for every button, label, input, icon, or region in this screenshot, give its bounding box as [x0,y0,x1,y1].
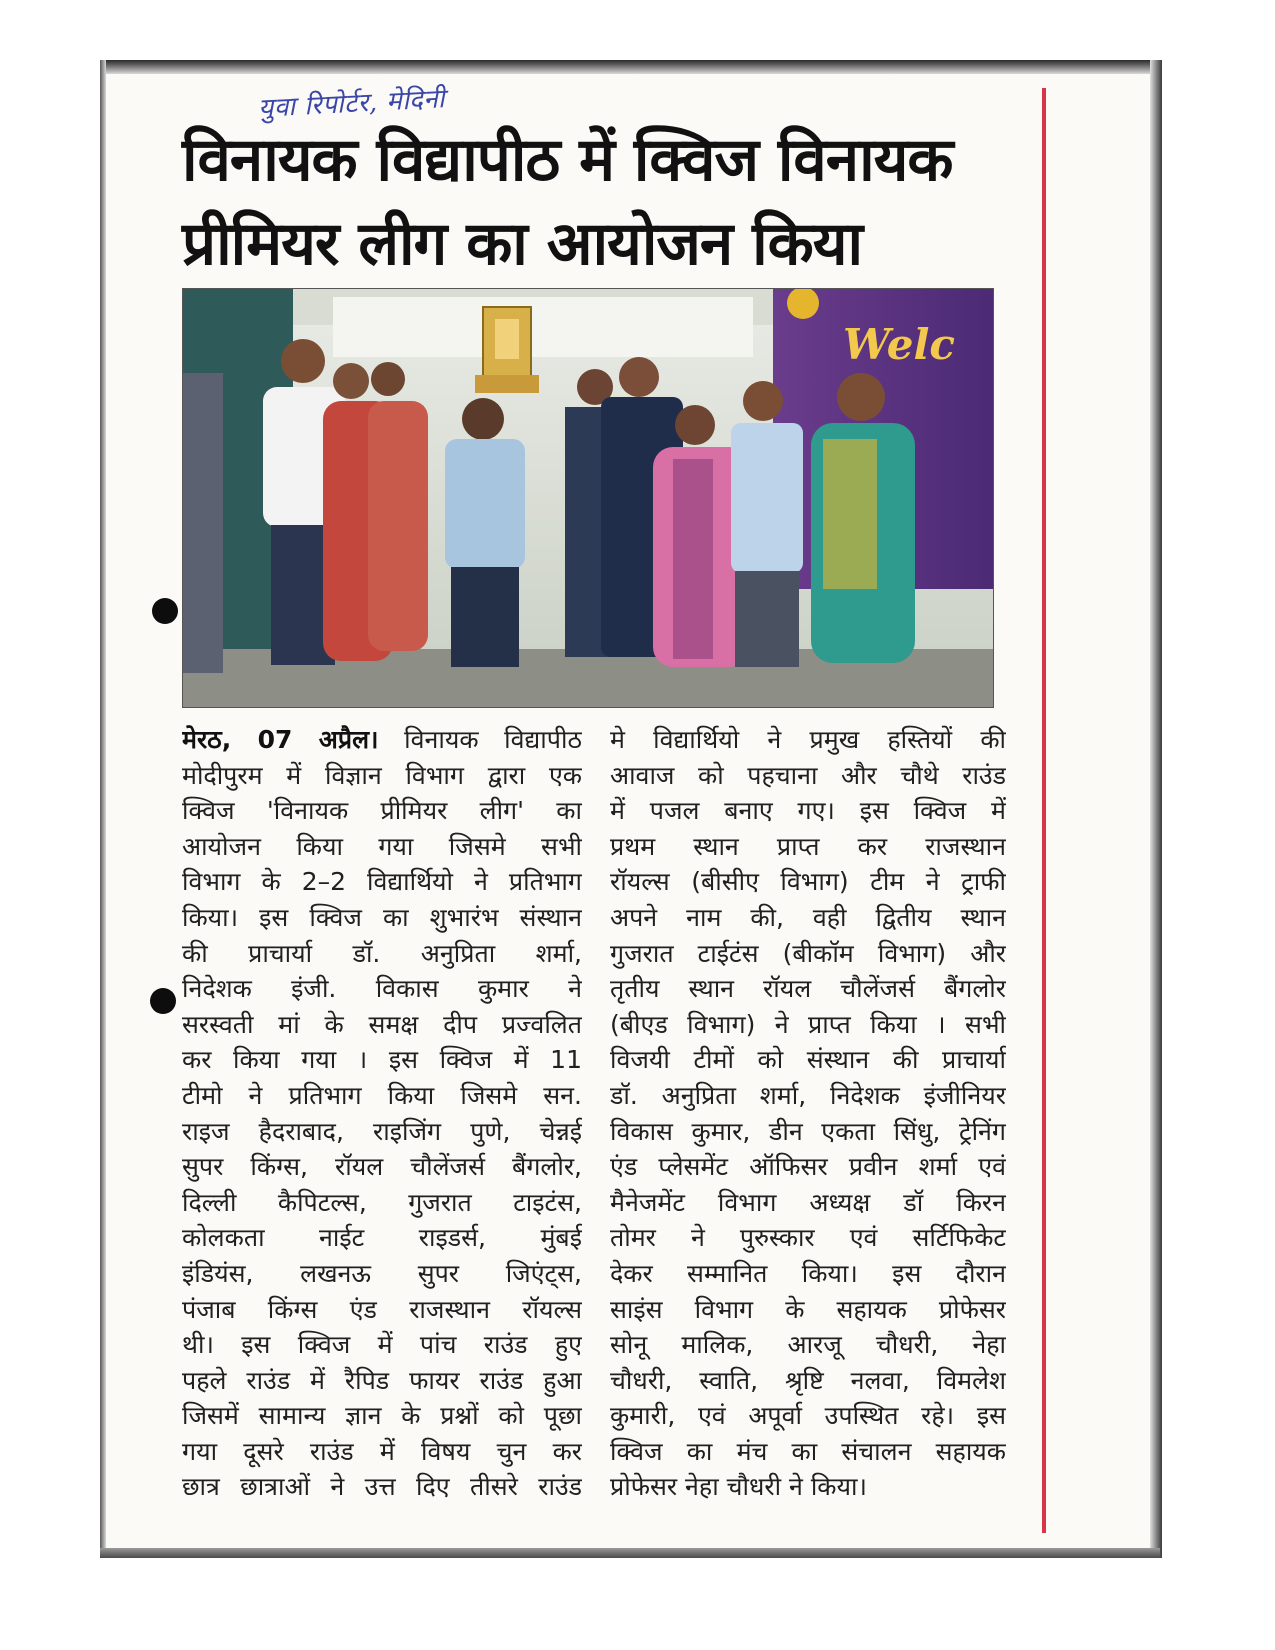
article-line: चौधरी, स्वाति, श्रृष्टि नलवा, विमलेश [610,1365,1006,1395]
article-line: मे विद्यार्थियो ने प्रमुख हस्तियों की [610,725,1006,754]
headline [182,118,1032,286]
article-line: क्विज 'विनायक प्रीमियर लीग' का [182,796,582,826]
article-line: अपने नाम की, वही द्वितीय स्थान [610,902,1006,932]
article-column-left [182,722,582,1505]
article-line: तृतीय स्थान रॉयल चौलेंजर्स बैंगलोर [610,974,1006,1004]
punch-hole-lower [150,988,176,1014]
article-line: दिल्ली कैपिटल्स, गुजरात टाइटंस, [182,1187,582,1217]
event-photo-illustration [183,289,994,708]
article-line: साइंस विभाग के सहायक प्रोफेसर [610,1294,1006,1324]
event-photo [182,288,994,708]
red-margin-rule [1042,88,1046,1533]
punch-hole-upper [152,598,178,624]
article-line: पंजाब किंग्स एंड राजस्थान रॉयल्स [182,1294,582,1324]
article-line: प्रोफेसर नेहा चौधरी ने किया। [610,1472,867,1502]
scan-edge-bottom [100,1548,1160,1558]
scan-edge-top [100,60,1160,74]
article-line: इंडियंस, लखनऊ सुपर जिएंट्स, [182,1258,582,1288]
article-line: मैनेजमेंट विभाग अध्यक्ष डॉ किरन [610,1187,1006,1217]
article-line: टीमो ने प्रतिभाग किया जिसमे सन. [182,1080,582,1110]
article-line: विकास कुमार, डीन एकता सिंधु, ट्रेनिंग [610,1116,1006,1146]
article-line: जिसमें सामान्य ज्ञान के प्रश्नों को पूछा [182,1401,582,1431]
article-line: निदेशक इंजी. विकास कुमार ने [182,974,582,1004]
article-line: किया। इस क्विज का शुभारंभ संस्थान [182,902,582,932]
article-line: मोदीपुरम में विज्ञान विभाग द्वारा एक [182,760,582,790]
article-line: एंड प्लेसमेंट ऑफिसर प्रवीन शर्मा एवं [610,1152,1006,1182]
article-line: पहले राउंड में रैपिड फायर राउंड हुआ [182,1365,582,1395]
article-line: सोनू मालिक, आरजू चौधरी, नेहा [610,1330,1006,1360]
article-line: आवाज को पहचाना और चौथे राउंड [610,760,1006,790]
article-column-right [610,722,1006,1505]
article-line: सुपर किंग्स, रॉयल चौलेंजर्स बैंगलोर, [182,1152,582,1182]
article-line: कर किया गया । इस क्विज में 11 [182,1045,582,1075]
article-line: कोलकता नाईट राइडर्स, मुंबई [182,1223,582,1253]
article-line: प्रथम स्थान प्राप्त कर राजस्थान [610,831,1006,861]
article-line: गुजरात टाईटंस (बीकॉम विभाग) और [610,938,1006,968]
article-line: की प्राचार्या डॉ. अनुप्रिता शर्मा, [182,938,582,968]
article-line: में पजल बनाए गए। इस क्विज में [610,796,1006,826]
article-line: रॉयल्स (बीसीए विभाग) टीम ने ट्राफी [610,867,1006,897]
dateline: मेरठ, 07 अप्रैल। [182,725,379,754]
banner-text: Welc [843,320,955,369]
article-line: (बीएड विभाग) ने प्राप्त किया । सभी [610,1009,1006,1039]
article-line: थी। इस क्विज में पांच राउंड हुए [182,1330,582,1360]
handwritten-note: युवा रिपोर्टर, मेदिनी [257,84,446,124]
article-line: सरस्वती मां के समक्ष दीप प्रज्वलित [182,1009,582,1039]
article-line: कुमारी, एवं अपूर्वा उपस्थित रहे। इस [610,1401,1006,1431]
article-line: डॉ. अनुप्रिता शर्मा, निदेशक इंजीनियर [610,1080,1006,1110]
article-line: विभाग के 2–2 विद्यार्थियो ने प्रतिभाग [182,867,582,897]
article-line: राइज हैदराबाद, राइजिंग पुणे, चेन्नई [182,1116,582,1146]
headline-line-2: प्रीमियर लीग का आयोजन किया [182,209,863,279]
article-line: छात्र छात्राओं ने उत्त दिए तीसरे राउंड [182,1472,582,1502]
article-line: गया दूसरे राउंड में विषय चुन कर [182,1436,582,1466]
article-line: विजयी टीमों को संस्थान की प्राचार्या [610,1045,1006,1075]
article-line: आयोजन किया गया जिसमे सभी [182,831,582,861]
scan-edge-right [1150,60,1162,1558]
article-line: क्विज का मंच का संचालन सहायक [610,1436,1006,1466]
headline-line-1: विनायक विद्यापीठ में क्विज विनायक [182,125,953,195]
article-line: देकर सम्मानित किया। इस दौरान [610,1258,1006,1288]
article-line: तोमर ने पुरुस्कार एवं सर्टिफिकेट [610,1223,1006,1253]
article-line: मेरठ, 07 अप्रैल। विनायक विद्यापीठ [182,725,582,754]
